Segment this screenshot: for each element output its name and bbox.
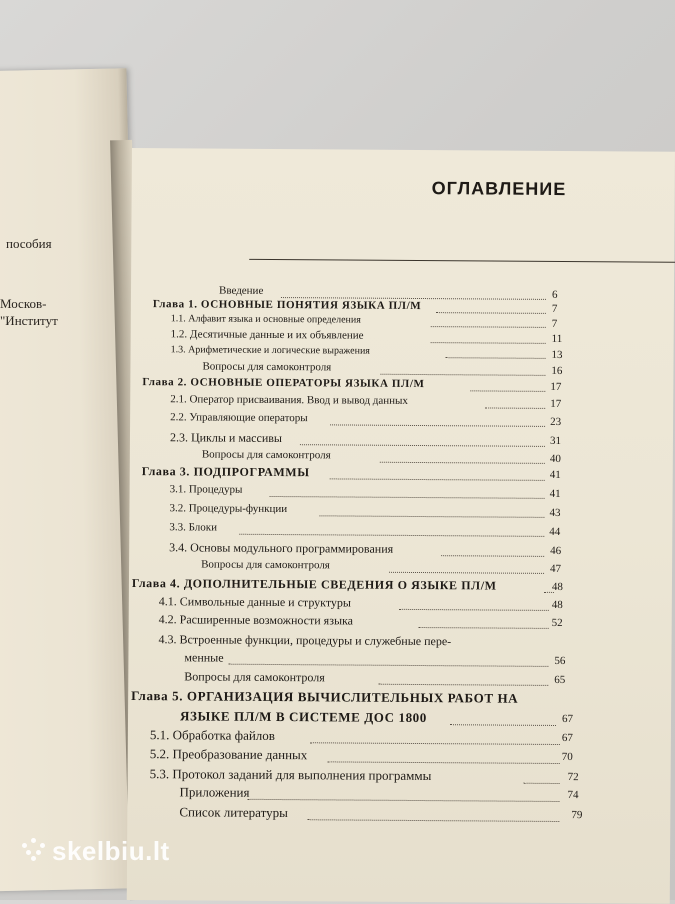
toc-entry: 1.1. Алфавит языка и основные определения (170, 313, 361, 326)
toc-entry: 2.2. Управляющие операторы (170, 411, 308, 425)
toc-page-number: 40 (549, 452, 561, 466)
toc-leader-dots (330, 477, 545, 481)
toc-page-number: 6 (551, 288, 558, 301)
toc-leader-dots (470, 389, 545, 392)
toc-entry: Список литературы (179, 804, 288, 821)
toc-page-number: 47 (550, 562, 562, 576)
toc-leader-dots (330, 423, 545, 427)
toc-chapter: Глава 4. ДОПОЛНИТЕЛЬНЫЕ СВЕДЕНИЯ О ЯЗЫКЕ ПЛ/М (131, 576, 497, 593)
toc-leader-dots (307, 818, 559, 822)
toc-page-number: 52 (551, 616, 563, 630)
toc-leader-dots (319, 514, 544, 518)
toc-leader-dots (378, 683, 548, 686)
toc-entry: 1.2. Десятичные данные и их объявление (170, 328, 364, 342)
toc-entry: 5.3. Протокол заданий для выполнения программы (149, 766, 432, 784)
toc-leader-dots (485, 406, 545, 408)
toc-leader-dots (446, 356, 546, 359)
toc-page-number: 44 (549, 525, 561, 538)
toc-leader-dots (328, 760, 560, 764)
toc-entry: Вопросы для самоконтроля (202, 360, 332, 374)
toc-entry: 3.2. Процедуры-функции (169, 502, 288, 516)
toc-leader-dots (270, 495, 545, 499)
toc-entry: Приложения (179, 784, 250, 800)
toc-chapter: ЯЗЫКЕ ПЛ/М В СИСТЕМЕ ДОС 1800 (179, 708, 427, 726)
toc-leader-dots (300, 443, 545, 447)
left-page-fragment: пособия (6, 236, 52, 251)
toc-page-number: 23 (550, 415, 562, 429)
toc-entry: Вопросы для самоконтроля (184, 669, 325, 685)
toc-leader-dots (389, 571, 544, 574)
right-page (127, 148, 675, 904)
left-page-fragment: "Институт (0, 313, 58, 328)
toc-entry: менные (184, 650, 224, 665)
toc-page-number: 48 (551, 598, 563, 612)
left-page-fragment: Москов- (0, 296, 47, 311)
toc-page-number: 74 (567, 789, 579, 802)
toc-page-number: 43 (549, 506, 561, 519)
toc-page-number: 67 (561, 732, 573, 745)
toc-leader-dots (228, 663, 548, 667)
toc-leader-dots (380, 461, 545, 464)
toc-page-number: 17 (550, 380, 562, 394)
toc-page-number: 48 (551, 580, 563, 594)
toc-page-number: 13 (551, 348, 563, 362)
toc-entry: 1.3. Арифметические и логические выражения (170, 344, 370, 357)
toc-leader-dots (436, 311, 546, 314)
toc-leader-dots (431, 341, 546, 344)
toc-entry: 2.1. Оператор присваивания. Ввод и вывод данных (170, 393, 409, 407)
toc-entry: 4.3. Встроенные функции, процедуры и служебные пере- (158, 632, 452, 649)
toc-page-number: 56 (554, 654, 566, 668)
toc-leader-dots (419, 626, 549, 629)
toc-leader-dots (524, 782, 560, 784)
toc-page-number: 31 (549, 434, 562, 448)
toc-leader-dots (431, 325, 546, 328)
toc-page-number: 11 (551, 332, 563, 346)
toc-entry: Вопросы для самоконтроля (201, 448, 331, 462)
toc-entry: 5.2. Преобразование данных (149, 746, 308, 763)
page-title: ОГЛАВЛЕНИЕ (431, 178, 567, 200)
toc-page-number: 70 (561, 751, 573, 764)
toc-chapter: Глава 5. ОРГАНИЗАЦИЯ ВЫЧИСЛИТЕЛЬНЫХ РАБОТ НА (131, 688, 519, 706)
toc-chapter: Глава 2. ОСНОВНЫЕ ОПЕРАТОРЫ ЯЗЫКА ПЛ/М (142, 376, 425, 391)
toc-entry: 4.2. Расширенные возможности языка (158, 612, 354, 628)
toc-leader-dots (310, 741, 560, 745)
toc-entry: 2.3. Циклы и массивы (169, 430, 283, 446)
toc-chapter: Глава 1. ОСНОВНЫЕ ПОНЯТИЯ ЯЗЫКА ПЛ/М (152, 298, 422, 313)
toc-page-number: 46 (550, 544, 562, 558)
toc-entry: 3.3. Блоки (169, 521, 218, 534)
toc-leader-dots (450, 723, 556, 726)
toc-leader-dots (239, 533, 544, 537)
watermark: skelbiu.lt (52, 836, 170, 866)
toc-entry: 3.1. Процедуры (169, 483, 243, 496)
toc-chapter: Глава 3. ПОДПРОГРАММЫ (141, 464, 310, 480)
watermark-logo-icon (22, 838, 46, 862)
toc-entry: 3.4. Основы модульного программирования (169, 540, 394, 556)
toc-entry: 5.1. Обработка файлов (149, 727, 276, 744)
toc-leader-dots (380, 373, 545, 376)
toc-page-number: 65 (554, 673, 566, 687)
toc-page-number: 67 (561, 713, 574, 726)
toc-page-number: 16 (551, 364, 563, 378)
toc-entry: Вопросы для самоконтроля (201, 558, 330, 572)
toc-page-number: 17 (550, 397, 562, 411)
toc-leader-dots (247, 798, 559, 802)
toc-page-number: 41 (549, 487, 561, 501)
toc-entry: Введение (218, 284, 264, 297)
toc-entry: 4.1. Символьные данные и структуры (158, 594, 352, 610)
toc-page-number: 41 (549, 468, 561, 482)
toc-leader-dots (441, 554, 544, 557)
toc-page-number: 79 (571, 809, 583, 822)
title-rule (249, 259, 675, 263)
toc-leader-dots (399, 608, 549, 611)
toc-page-number: 7 (551, 302, 558, 315)
toc-page-number: 7 (551, 317, 558, 330)
toc-page-number: 72 (567, 771, 579, 784)
